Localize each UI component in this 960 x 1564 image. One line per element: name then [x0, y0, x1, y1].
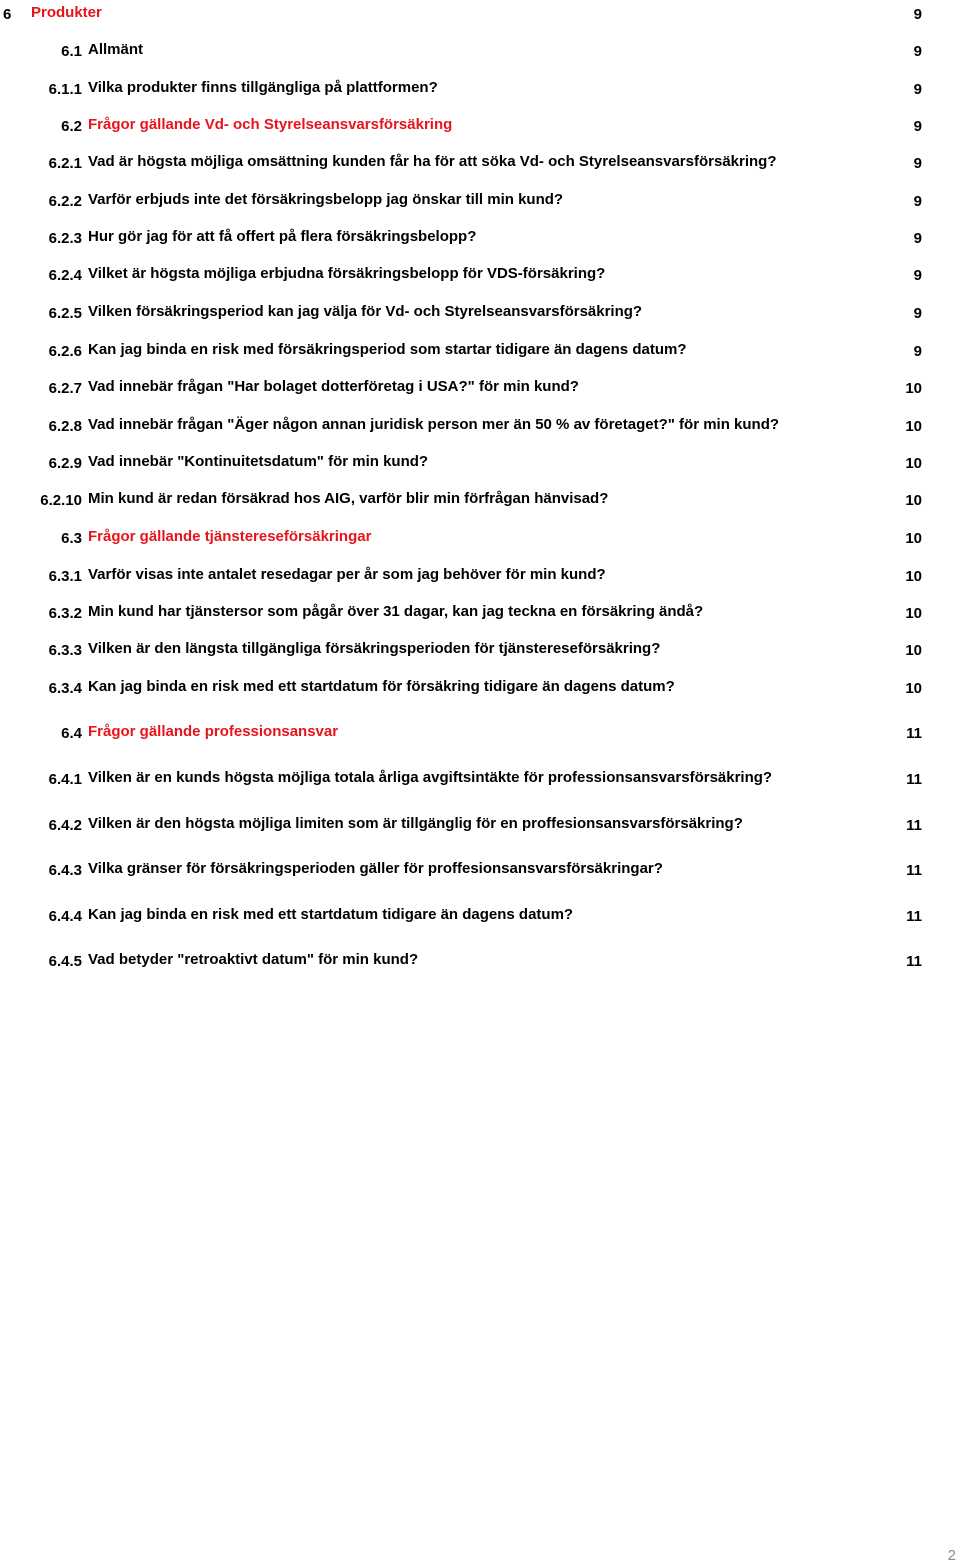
toc-entry[interactable] [0, 341, 960, 363]
toc-entry-number: 6.2.5 [48, 305, 82, 322]
toc-entry-number: 6.3.2 [48, 605, 82, 622]
toc-entry-number: 6.3.4 [48, 680, 82, 697]
toc-entry-number: 6.4 [61, 725, 82, 742]
toc-entry[interactable] [0, 566, 960, 588]
toc-entry[interactable] [0, 528, 960, 550]
toc-entry-title: Vad innebär frågan "Har bolaget dotterföretag i USA?" för min kund? [88, 378, 579, 395]
toc-entry[interactable] [0, 416, 960, 438]
toc-entry[interactable] [0, 41, 960, 63]
toc-entry-title: Kan jag binda en risk med ett startdatum för försäkring tidigare än dagens datum? [88, 678, 675, 695]
toc-entry-title: Varför erbjuds inte det försäkringsbelopp jag önskar till min kund? [88, 191, 564, 208]
toc-entry-number: 6.3.3 [48, 642, 82, 659]
toc-entry[interactable] [0, 116, 960, 138]
toc-entry-title: Vilken är den högsta möjliga limiten som är tillgänglig för en proffesionsansvarsförsäkring? [88, 815, 743, 832]
toc-entry-number: 6.1.1 [48, 81, 82, 98]
toc-entry[interactable] [0, 906, 960, 928]
toc-entry-page: 11 [906, 908, 922, 925]
toc-entry-number: 6.2.10 [40, 492, 82, 509]
toc-entry[interactable] [0, 4, 960, 26]
toc-entry[interactable] [0, 640, 960, 662]
toc-entry-title: Kan jag binda en risk med ett startdatum tidigare än dagens datum? [88, 906, 574, 923]
toc-entry-number: 6.2.2 [48, 193, 82, 210]
toc-entry[interactable] [0, 228, 960, 250]
toc-entry[interactable] [0, 769, 960, 791]
toc-entry-title: Allmänt [88, 41, 144, 58]
toc-entry-title: Vilken är en kunds högsta möjliga totala årliga avgiftsintäkte för professionsansvarsförsäkring? [88, 769, 773, 786]
toc-entry-page: 9 [913, 81, 922, 98]
toc-entry-title: Vilket är högsta möjliga erbjudna försäkringsbelopp för VDS-försäkring? [88, 265, 606, 282]
toc-entry[interactable] [0, 951, 960, 973]
toc-entry-title: Vad är högsta möjliga omsättning kunden får ha för att söka Vd- och Styrelseansvarsförsäkring? [88, 153, 777, 170]
toc-entry[interactable] [0, 303, 960, 325]
toc-entry-title: Hur gör jag för att få offert på flera försäkringsbelopp? [88, 228, 477, 245]
toc-entry[interactable] [0, 153, 960, 175]
toc-entry-page: 11 [906, 953, 922, 970]
toc-entry-number: 6.2.3 [48, 230, 82, 247]
toc-entry-number: 6.3.1 [48, 568, 82, 585]
toc-entry-title: Min kund har tjänstersor som pågår över 31 dagar, kan jag teckna en försäkring ändå? [88, 603, 704, 620]
toc-entry[interactable] [0, 191, 960, 213]
toc-entry-number: 6.2.9 [48, 455, 82, 472]
toc-entry-number: 6.4.4 [48, 908, 82, 925]
toc-entry-page: 9 [913, 230, 922, 247]
toc-entry-title: Frågor gällande professionsansvar [88, 723, 339, 740]
toc-entry-page: 11 [906, 725, 922, 742]
toc-entry-title: Vilka gränser för försäkringsperioden gäller för proffesionsansvarsförsäkringar? [88, 860, 663, 877]
toc-entry-number: 6.2.6 [48, 343, 82, 360]
toc-entry-number: 6.2.4 [48, 267, 82, 284]
toc-entry-title: Kan jag binda en risk med försäkringsperiod som startar tidigare än dagens datum? [88, 341, 687, 358]
toc-entry-number: 6.4.5 [48, 953, 82, 970]
toc-entry[interactable] [0, 453, 960, 475]
toc-entry-page: 9 [913, 305, 922, 322]
toc-entry-page: 9 [913, 155, 922, 172]
toc-entry-title: Vad innebär frågan "Äger någon annan juridisk person mer än 50 % av företaget?" för min kund? [88, 416, 780, 433]
toc-entry-title: Min kund är redan försäkrad hos AIG, varför blir min förfrågan hänvisad? [88, 490, 609, 507]
toc-entry-page: 10 [905, 380, 922, 397]
toc-entry[interactable] [0, 723, 960, 745]
toc-entry-page: 9 [913, 6, 922, 23]
toc-entry-page: 10 [905, 418, 922, 435]
toc-entry-number: 6.2.7 [48, 380, 82, 397]
toc-entry-page: 10 [905, 530, 922, 547]
toc-entry-title: Vilken försäkringsperiod kan jag välja för Vd- och Styrelseansvarsförsäkring? [88, 303, 643, 320]
toc-entry-page: 11 [906, 771, 922, 788]
toc-entry[interactable] [0, 79, 960, 101]
toc-entry-number: 6.2 [61, 118, 82, 135]
toc-entry-page: 10 [905, 455, 922, 472]
toc-entry-number: 6.4.2 [48, 817, 82, 834]
toc-entry-page: 11 [906, 862, 922, 879]
toc-entry-page: 11 [906, 817, 922, 834]
toc-entry-page: 10 [905, 568, 922, 585]
toc-entry[interactable] [0, 678, 960, 700]
toc-entry-page: 9 [913, 343, 922, 360]
toc-entry-number: 6.4.1 [48, 771, 82, 788]
toc-entry-page: 9 [913, 193, 922, 210]
toc-entry-page: 10 [905, 605, 922, 622]
toc-entry-number: 6.3 [61, 530, 82, 547]
toc-entry-title: Vad betyder "retroaktivt datum" för min kund? [88, 951, 419, 968]
toc-entry-page: 10 [905, 642, 922, 659]
toc-entry-title: Vad innebär "Kontinuitetsdatum" för min kund? [88, 453, 429, 470]
toc-entry[interactable] [0, 860, 960, 882]
toc-entry-number: 6.2.1 [48, 155, 82, 172]
toc-entry-page: 9 [913, 118, 922, 135]
toc-entry[interactable] [0, 265, 960, 287]
toc-entry-page: 10 [905, 492, 922, 509]
toc-entry-title: Produkter [31, 4, 102, 21]
toc-entry[interactable] [0, 815, 960, 837]
toc-entry-title: Frågor gällande tjänstereseförsäkringar [88, 528, 372, 545]
toc-entry-page: 9 [913, 43, 922, 60]
toc-entry-page: 9 [913, 267, 922, 284]
toc-entry-title: Vilken är den längsta tillgängliga försäkringsperioden för tjänstereseförsäkring? [88, 640, 661, 657]
toc-entry-title: Vilka produkter finns tillgängliga på plattformen? [88, 79, 438, 96]
page-number: 2 [947, 1547, 956, 1564]
toc-entry[interactable] [0, 378, 960, 400]
toc-entry[interactable] [0, 603, 960, 625]
toc-entry-number: 6.2.8 [48, 418, 82, 435]
toc-entry-number: 6.1 [61, 43, 82, 60]
toc-entry-title: Varför visas inte antalet resedagar per år som jag behöver för min kund? [88, 566, 606, 583]
toc-entry-number: 6 [3, 6, 12, 23]
toc-entry-number: 6.4.3 [48, 862, 82, 879]
toc-entry[interactable] [0, 490, 960, 512]
toc-entry-title: Frågor gällande Vd- och Styrelseansvarsförsäkring [88, 116, 453, 133]
toc-entry-page: 10 [905, 680, 922, 697]
